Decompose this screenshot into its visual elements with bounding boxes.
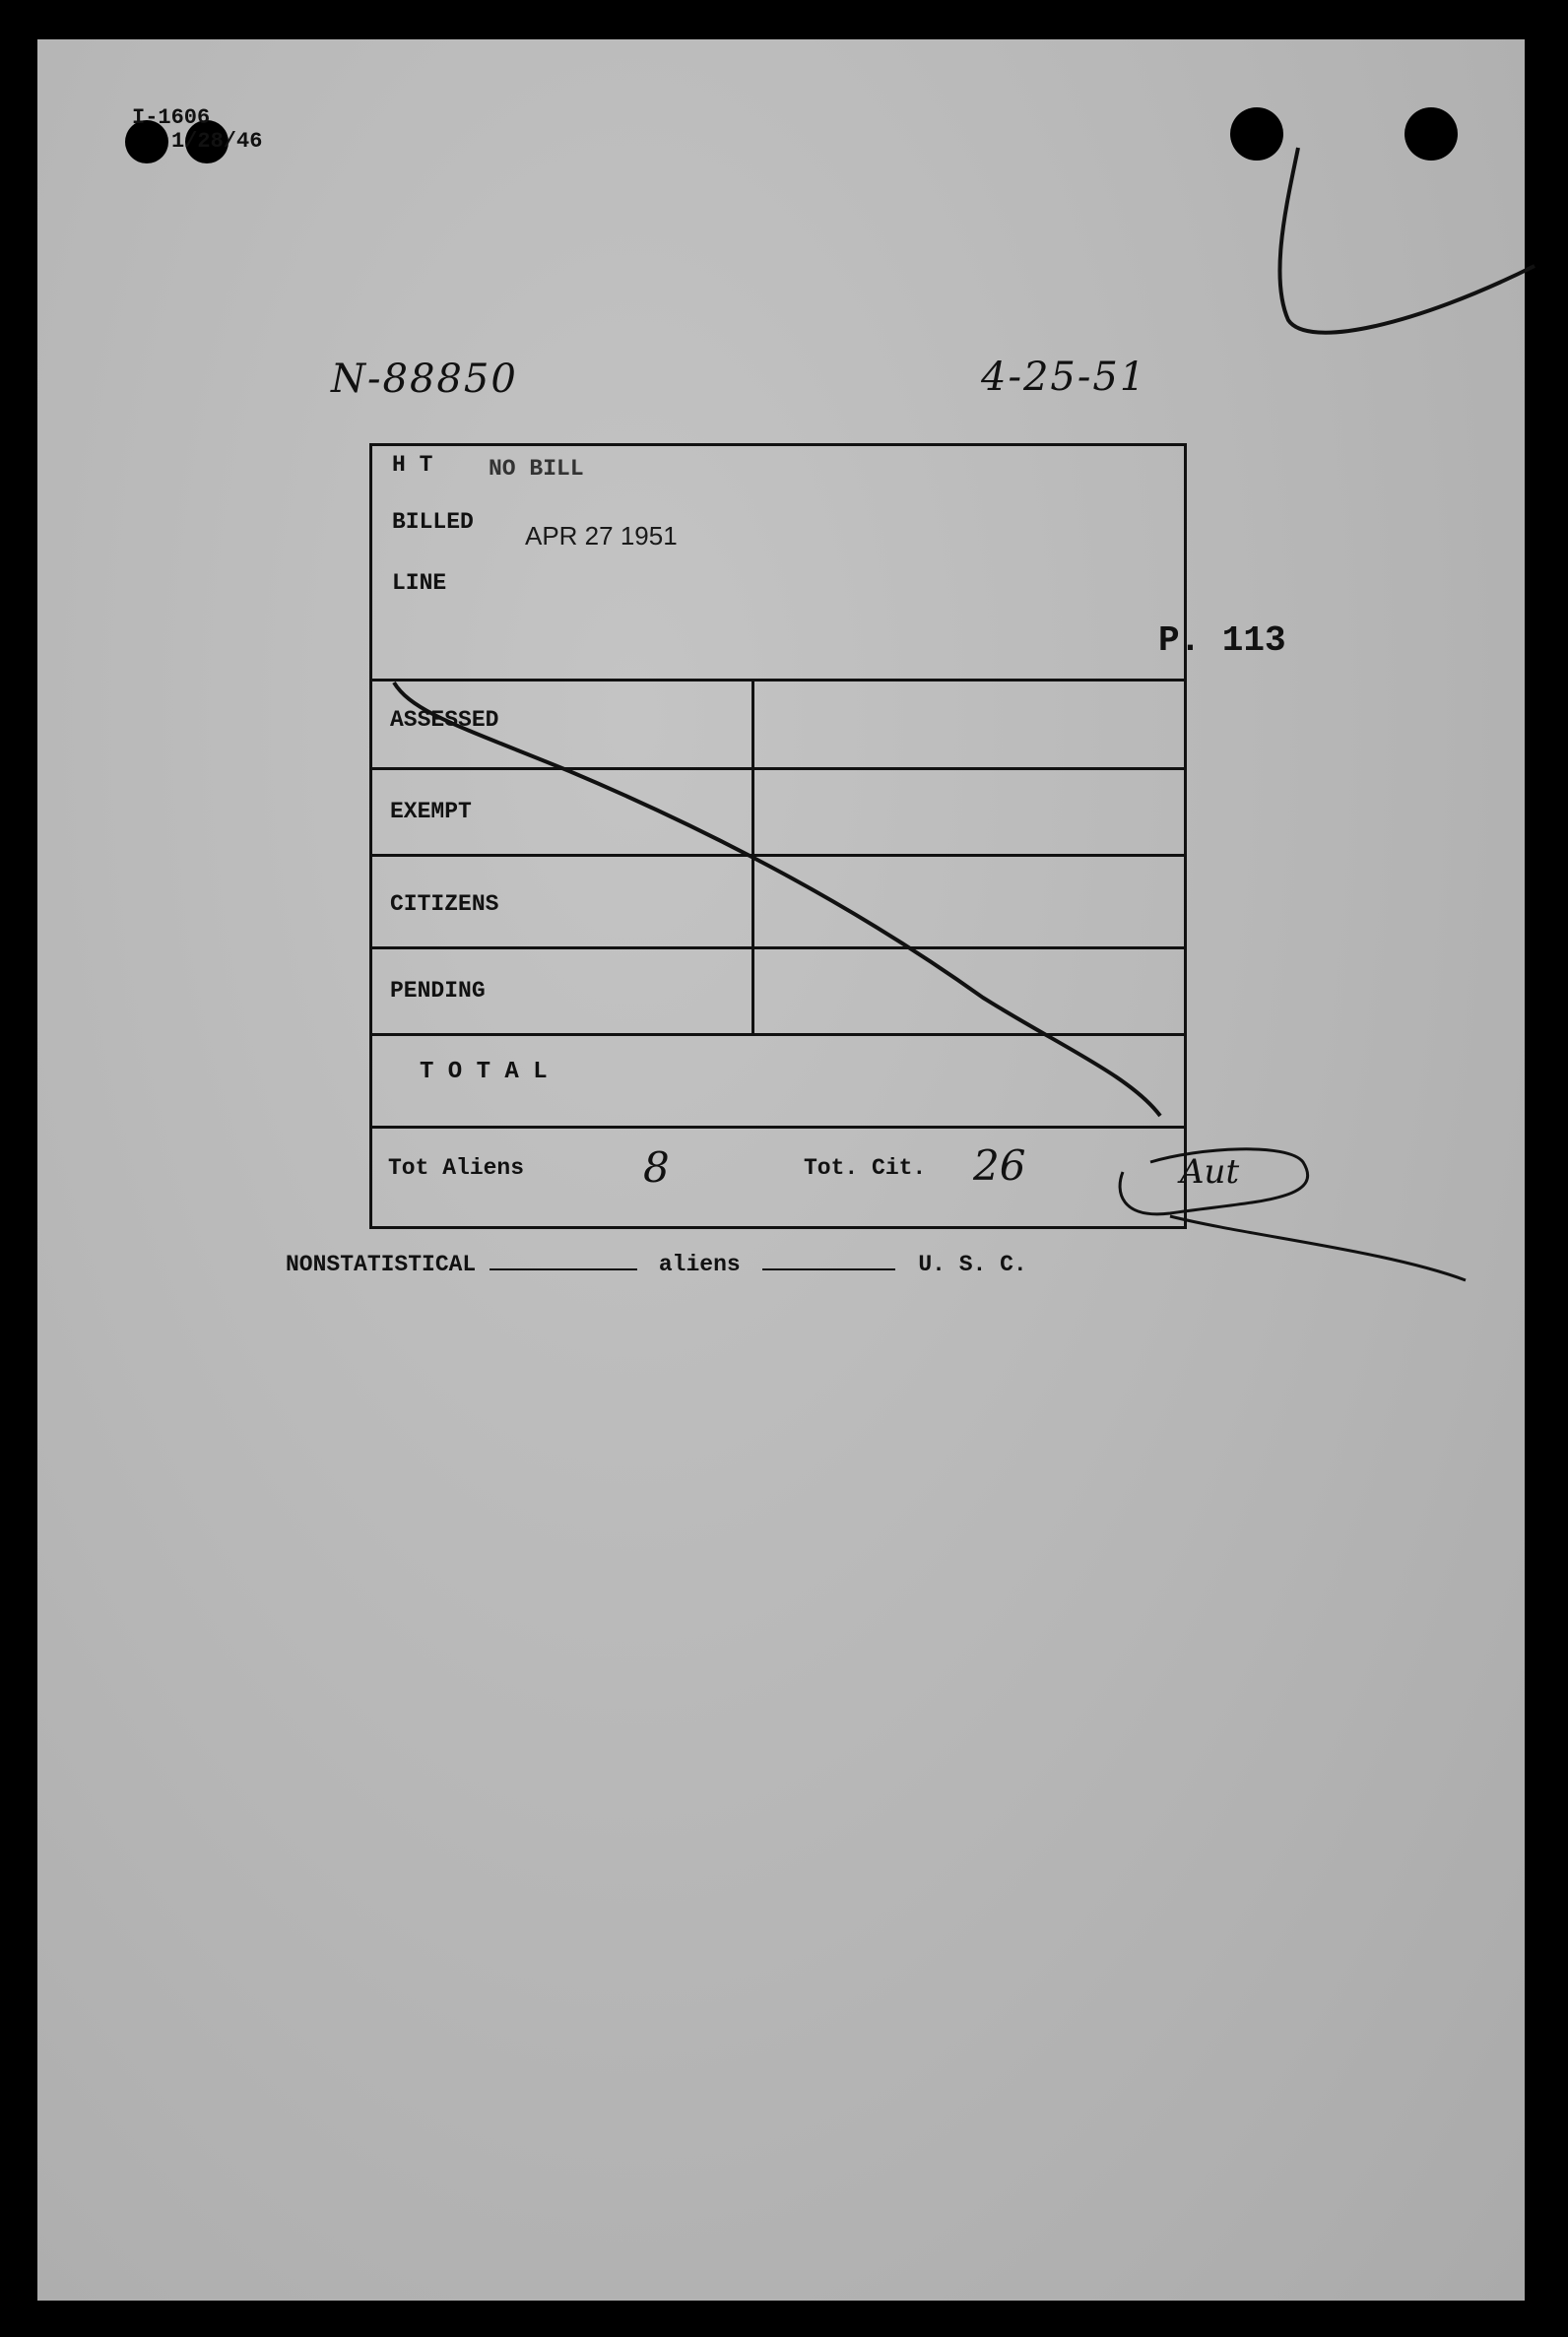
- handwritten-date: 4-25-51: [981, 355, 1147, 400]
- statistics-form: [369, 443, 1187, 1229]
- initials-text: Aut: [1180, 1152, 1240, 1192]
- billed-label: BILLED: [392, 509, 474, 535]
- blank-line-1: [490, 1249, 637, 1270]
- form-number-text: I-1606: [132, 105, 211, 130]
- aliens-label: aliens: [658, 1252, 741, 1277]
- diagonal-cancel-stroke: [372, 446, 1184, 1226]
- initials-scrawl: [1111, 1142, 1485, 1290]
- pencil-curve-mark: [1249, 138, 1544, 394]
- nonstatistical-label: NONSTATISTICAL: [286, 1252, 477, 1277]
- tot-aliens-label: Tot Aliens: [388, 1155, 525, 1181]
- total-label: T O T A L: [420, 1059, 548, 1085]
- blank-line-2: [762, 1249, 895, 1270]
- tot-aliens-value: 8: [643, 1143, 670, 1192]
- manifest-number: N-88850: [331, 357, 518, 402]
- form-revision-text: 1/28/46: [171, 129, 263, 154]
- line-label: LINE: [392, 570, 447, 596]
- form-number: [132, 106, 262, 154]
- ht-label: H T: [392, 452, 433, 478]
- row-label-pending: PENDING: [390, 978, 486, 1004]
- row-label-citizens: CITIZENS: [390, 891, 499, 917]
- document-sheet: [37, 39, 1525, 2301]
- row-label-exempt: EXEMPT: [390, 799, 472, 824]
- tot-cit-value: 26: [973, 1141, 1026, 1190]
- billed-date-stamp: APR 27 1951: [525, 521, 678, 551]
- ht-stamp: NO BILL: [489, 456, 584, 482]
- row-label-assessed: ASSESSED: [390, 707, 499, 733]
- nonstatistical-line: [286, 1249, 1027, 1277]
- page-number: P. 113: [1158, 620, 1286, 661]
- tot-cit-label: Tot. Cit.: [804, 1155, 927, 1181]
- usc-label: U. S. C.: [918, 1252, 1027, 1277]
